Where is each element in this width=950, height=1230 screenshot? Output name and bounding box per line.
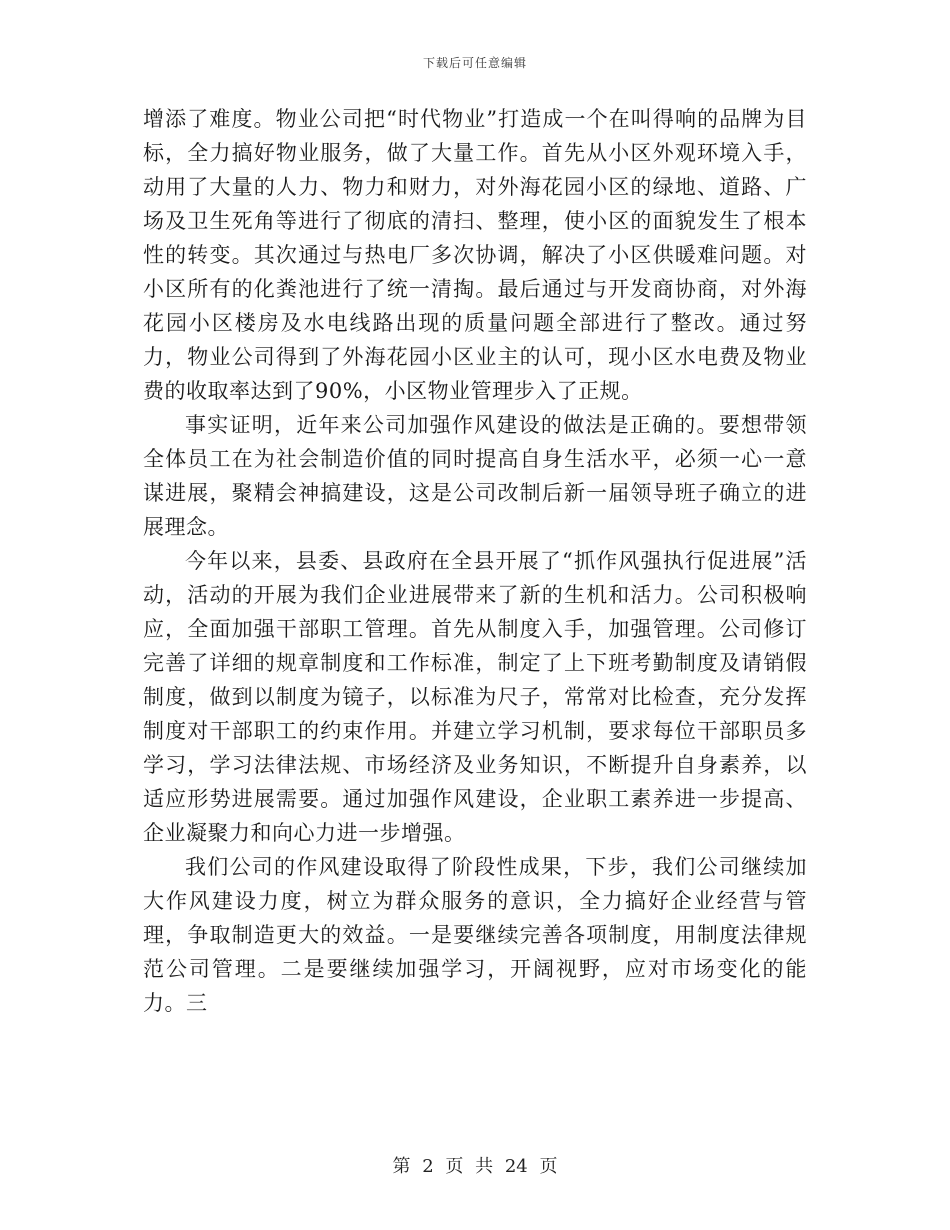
- page-header: 下载后可任意编辑: [422, 56, 527, 70]
- document-body: [143, 102, 807, 1020]
- page-number-footer: 第 2 页 共 24 页: [392, 1156, 558, 1177]
- paragraph-next-steps: 我们公司的作风建设取得了阶段性成果，下步，我们公司继续加大作风建设力度，树立为群众服务的意识，全力搞好企业经营与管理，争取制造更大的效益。一是要继续完善各项制度，用制度法律规范公司管理。二是要继续加强学习，开阔视野，应对市场变化的能力。三: [143, 855, 807, 1015]
- paragraph-facts-prove: 事实证明，近年来公司加强作风建设的做法是正确的。要想带领全体员工在为社会制造价值的同时提高自身生活水平，必须一心一意谋进展，聚精会神搞建设，这是公司改制后新一届领导班子确立的进展理念。: [143, 413, 807, 539]
- paragraph-continued: 增添了难度。物业公司把“时代物业”打造成一个在叫得响的品牌为目标，全力搞好物业服务，做了大量工作。首先从小区外观环境入手，动用了大量的人力、物力和财力，对外海花园小区的绿地、道路、广场及卫生死角等进行了彻底的清扫、整理，使小区的面貌发生了根本性的转变。其次通过与热电厂多次协调，解决了小区供暖难问题。对小区所有的化粪池进行了统一清掏。最后通过与开发商协商，对外海花园小区楼房及水电线路出现的质量问题全部进行了整改。通过努力，物业公司得到了外海花园小区业主的认可，现小区水电费及物业费的收取率达到了90%，小区物业管理步入了正规。: [143, 107, 807, 403]
- paragraph-campaign: 今年以来，县委、县政府在全县开展了“抓作风强执行促进展”活动，活动的开展为我们企业进展带来了新的生机和活力。公司积极响应，全面加强干部职工管理。首先从制度入手，加强管理。公司修订完善了详细的规章制度和工作标准，制定了上下班考勤制度及请销假制度，做到以制度为镜子，以标准为尺子，常常对比检查，充分发挥制度对干部职工的约束作用。并建立学习机制，要求每位干部职员多学习，学习法律法规、市场经济及业务知识，不断提升自身素养，以适应形势进展需要。通过加强作风建设，企业职工素养进一步提高、企业凝聚力和向心力进一步增强。: [143, 549, 807, 845]
